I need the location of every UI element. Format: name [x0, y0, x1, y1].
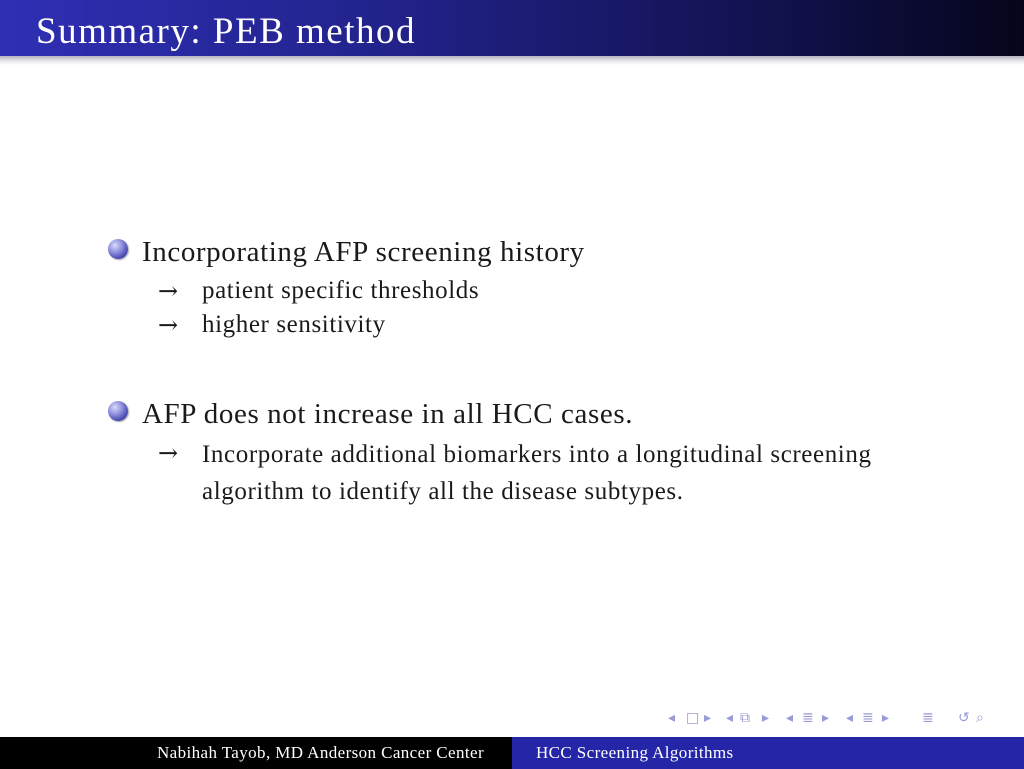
nav-slide-left-icon[interactable]: ◂	[668, 710, 676, 726]
nav-frame-icon[interactable]: ⧉	[740, 710, 750, 726]
sub-item-text: Incorporate additional biomarkers into a longitudinal screening algorithm to identify all the disease subtypes.	[202, 441, 872, 505]
sub-item	[158, 274, 585, 308]
bullet-2-row	[108, 398, 902, 430]
bullet-1-text: Incorporating AFP screening history	[142, 236, 585, 268]
bullet-2	[108, 398, 902, 510]
arrow-right-icon: →	[158, 311, 179, 339]
nav-back-icon[interactable]: ↺	[958, 710, 970, 726]
nav-section-right-icon[interactable]: ▸	[882, 710, 890, 726]
bullet-2-text: AFP does not increase in all HCC cases.	[142, 398, 634, 430]
bullet-1	[108, 236, 585, 342]
footer-author: Nabihah Tayob, MD Anderson Cancer Center	[0, 737, 512, 769]
bullet-ball-icon	[108, 239, 128, 259]
arrow-right-icon: →	[158, 439, 179, 467]
bullet-1-row	[108, 236, 585, 268]
footer-short-title: HCC Screening Algorithms	[512, 737, 1024, 769]
nav-document-icon[interactable]: ≣	[922, 710, 934, 726]
bullet-ball-icon	[108, 401, 128, 421]
nav-slide-right-icon[interactable]: ▸	[704, 710, 712, 726]
beamer-navigation-bar	[664, 708, 1024, 730]
bullet-2-sublist	[158, 436, 902, 510]
nav-section-icon[interactable]: ≣	[862, 710, 874, 726]
arrow-right-icon: →	[158, 277, 179, 305]
nav-section-left-icon[interactable]: ◂	[846, 710, 854, 726]
nav-search-icon[interactable]: ⌕	[976, 710, 984, 726]
nav-frame-right-icon[interactable]: ▸	[762, 710, 770, 726]
sub-item-text: patient specific thresholds	[202, 277, 480, 304]
nav-subsection-right-icon[interactable]: ▸	[822, 710, 830, 726]
sub-item	[158, 436, 902, 510]
sub-item	[158, 308, 585, 342]
nav-subsection-left-icon[interactable]: ◂	[786, 710, 794, 726]
title-bar-shadow	[0, 56, 1024, 65]
nav-slide-frame-icon[interactable]: □	[686, 710, 700, 726]
slide-title: Summary: PEB method	[36, 11, 416, 52]
nav-subsection-icon[interactable]: ≣	[802, 710, 814, 726]
sub-item-text: higher sensitivity	[202, 311, 386, 338]
nav-frame-left-icon[interactable]: ◂	[726, 710, 734, 726]
title-bar	[0, 0, 1024, 56]
bullet-1-sublist	[158, 274, 585, 342]
